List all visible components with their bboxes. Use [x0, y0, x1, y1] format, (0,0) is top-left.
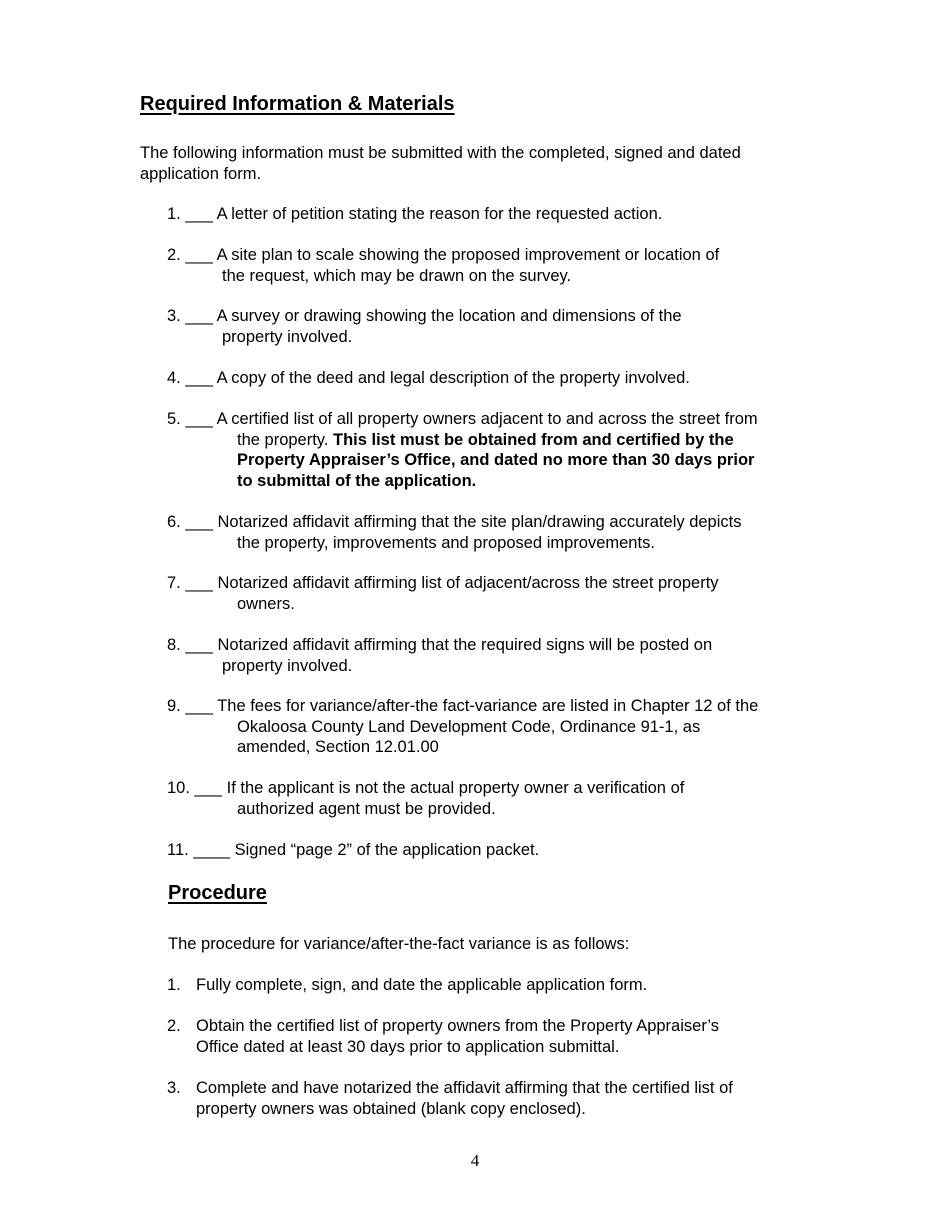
item-text: A letter of petition stating the reason for the requested action. [216, 205, 663, 223]
step-number: 3. [167, 1079, 181, 1097]
requirement-line [167, 204, 827, 225]
item-number: 9. [167, 697, 181, 715]
requirement-item-6 [167, 512, 827, 553]
item-text: Notarized affidavit affirming that the site plan/drawing accurately depicts [217, 513, 742, 531]
item-continuation: property involved. [222, 327, 353, 346]
item-text: A site plan to scale showing the proposed improvement or location of [216, 246, 720, 264]
item-continuation: amended, Section 12.01.00 [237, 738, 439, 756]
item-continuation: owners. [237, 594, 295, 613]
step-number: 2. [167, 1017, 181, 1035]
requirement-item-9 [167, 696, 827, 758]
checklist-blank: ____ [193, 841, 231, 859]
bold-notice: Property Appraiser’s Office, and dated no more than 30 days prior [237, 451, 755, 469]
requirement-item-7 [167, 573, 827, 614]
requirement-item-10 [167, 778, 827, 819]
intro-line-2: application form. [140, 164, 262, 183]
page-number: 4 [470, 1151, 480, 1170]
item-continuation [167, 430, 827, 451]
item-number: 1. [167, 205, 181, 223]
step-line: Fully complete, sign, and date the applicable application form. [196, 976, 648, 994]
requirement-line [167, 840, 827, 861]
requirement-line [167, 409, 827, 430]
item-number: 8. [167, 636, 181, 654]
item-number: 5. [167, 410, 181, 428]
item-continuation: the property, improvements and proposed improvements. [237, 533, 655, 552]
checklist-blank: ___ [194, 779, 223, 797]
step-text [196, 975, 816, 996]
item-number: 2. [167, 246, 181, 264]
item-text: The fees for variance/after-the fact-variance are listed in Chapter 12 of the [217, 697, 759, 715]
item-text: If the applicant is not the actual property owner a verification of [226, 779, 685, 797]
item-number: 4. [167, 369, 181, 387]
item-text: Notarized affidavit affirming that the required signs will be posted on [217, 636, 713, 654]
step-text [196, 1016, 816, 1057]
requirement-item-4 [167, 368, 827, 389]
item-text: A certified list of all property owners adjacent to and across the street from [216, 410, 758, 428]
requirement-line [167, 306, 827, 327]
step-number: 1. [167, 976, 181, 994]
intro-line-1: The following information must be submitted with the completed, signed and dated [140, 144, 741, 162]
item-continuation: property involved. [222, 656, 353, 675]
step-line: Obtain the certified list of property owners from the Property Appraiser’s [196, 1017, 720, 1035]
requirement-line [167, 368, 827, 389]
step-text [196, 1078, 816, 1119]
checklist-blank: ___ [185, 369, 213, 387]
requirement-line [167, 696, 827, 717]
step-line: Office dated at least 30 days prior to application submittal. [196, 1037, 620, 1056]
checklist-blank: ___ [185, 410, 213, 428]
item-text: Notarized affidavit affirming list of adjacent/across the street property [217, 574, 719, 592]
procedure-intro: The procedure for variance/after-the-fact variance is as follows: [168, 935, 630, 953]
checklist-blank: ___ [185, 574, 213, 592]
checklist-blank: ___ [185, 636, 213, 654]
requirement-line [167, 512, 827, 533]
required-info-heading: Required Information & Materials [140, 93, 455, 115]
step-line: property owners was obtained (blank copy enclosed). [196, 1099, 586, 1118]
requirement-item-11 [167, 840, 827, 861]
item-number: 7. [167, 574, 181, 592]
bold-notice: This list must be obtained from and certified by the [333, 430, 734, 449]
item-text: Signed “page 2” of the application packet. [234, 841, 540, 859]
checklist-blank: ___ [185, 307, 213, 325]
item-continuation: the request, which may be drawn on the survey. [222, 266, 572, 285]
item-number: 10. [167, 779, 190, 797]
checklist-blank: ___ [185, 205, 213, 223]
bold-notice: to submittal of the application. [237, 471, 477, 490]
requirement-line [167, 573, 827, 594]
item-number: 11. [167, 841, 189, 859]
requirement-item-1 [167, 204, 827, 225]
requirement-line [167, 778, 827, 799]
item-number: 3. [167, 307, 181, 325]
step-line: Complete and have notarized the affidavit affirming that the certified list of [196, 1079, 733, 1097]
requirement-item-5 [167, 409, 827, 491]
requirement-line [167, 635, 827, 656]
checklist-blank: ___ [185, 513, 213, 531]
item-text: A survey or drawing showing the location and dimensions of the [216, 307, 682, 325]
item-continuation: authorized agent must be provided. [237, 799, 496, 818]
requirement-line [167, 245, 827, 266]
requirement-item-3 [167, 306, 827, 347]
item-continuation: Okaloosa County Land Development Code, Ordinance 91-1, as [237, 717, 701, 736]
checklist-blank: ___ [185, 697, 213, 715]
checklist-blank: ___ [185, 246, 213, 264]
requirement-item-2 [167, 245, 827, 286]
item-number: 6. [167, 513, 181, 531]
item-text: A copy of the deed and legal description of the property involved. [216, 369, 690, 387]
item-text: the property. [237, 430, 329, 449]
requirement-item-8 [167, 635, 827, 676]
procedure-heading: Procedure [168, 882, 267, 904]
required-info-intro [140, 143, 820, 184]
